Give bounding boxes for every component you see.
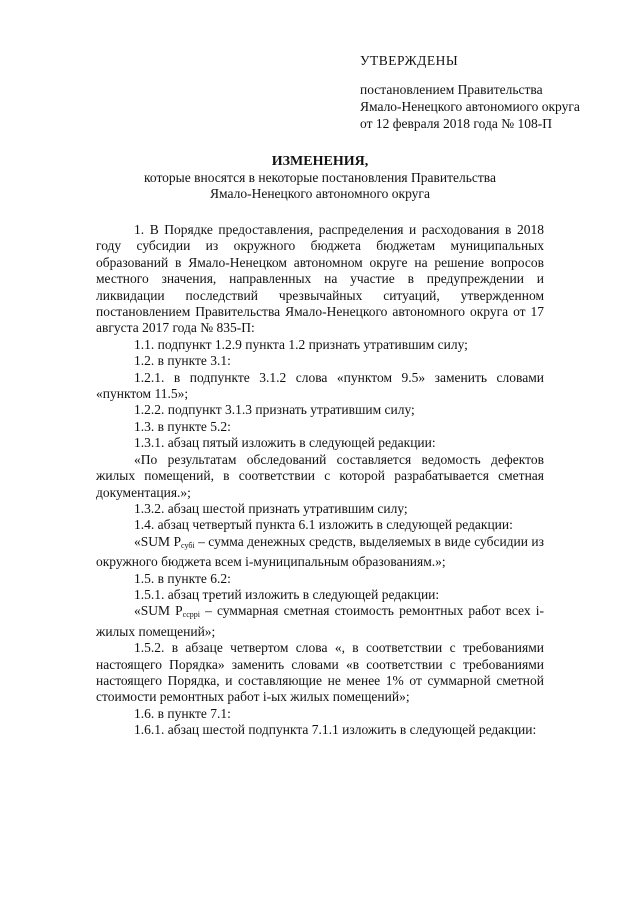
paragraph-1-2-2: 1.2.2. подпункт 3.1.3 признать утратившим силу; (134, 402, 415, 418)
title-line-2: Ямало-Ненецкого автономного округа (210, 186, 430, 201)
paragraph-1-2-1: 1.2.1. в подпункте 3.1.2 слова «пунктом 9.5» заменить словами «пунктом 11.5»; (96, 369, 544, 402)
formula-1-prefix: «SUM P (134, 533, 181, 549)
paragraph-1-6-1: 1.6.1. абзац шестой подпункта 7.1.1 изложить в следующей редакции: (134, 722, 537, 738)
formula-paragraph-1 (96, 534, 544, 571)
formula-paragraph-2 (96, 603, 544, 640)
formula-2-text: – суммарная сметная стоимость ремонтных работ всех i-жилых помещений»; (96, 603, 544, 639)
approval-heading: УТВЕРЖДЕНЫ (360, 53, 459, 68)
paragraph-1-4: 1.4. абзац четвертый пункта 6.1 изложить в следующей редакции: (134, 517, 513, 533)
paragraph-1-5-2: 1.5.2. в абзаце четвертом слова «, в соответствии с требованиями настоящего Порядка» заменить словами «в соответствии с требованиями настоящего Порядка, и составляющие не менее 1% от суммарной сметной стоимости ремонтных работ i-ых жилых помещений»; (96, 640, 544, 705)
document-title (96, 154, 544, 202)
paragraph-1-5: 1.5. в пункте 6.2: (134, 570, 231, 586)
paragraph-1-3: 1.3. в пункте 5.2: (134, 418, 231, 434)
paragraph-1-3-1: 1.3.1. абзац пятый изложить в следующей редакции: (134, 435, 436, 451)
paragraph-1-2: 1.2. в пункте 3.1: (134, 353, 231, 369)
approval-line-1: постановлением Правительства (360, 82, 543, 97)
paragraph-1-3-2: 1.3.2. абзац шестой признать утратившим силу; (134, 500, 408, 516)
paragraph-1-1: 1.1. подпункт 1.2.9 пункта 1.2 признать утратившим силу; (134, 336, 468, 352)
paragraph-1: 1. В Порядке предоставления, распределения и расходования в 2018 году субсидии из окружного бюджета бюджетам муниципальных образований в Ямало-Ненецком автономном округе на решение вопросов местного значения, направленных на участие в предупреждении и ликвидации последствий чрезвычайных ситуаций, утвержденном постановлением Правительства Ямало-Ненецкого автономного округа от 17 августа 2017 года № 835-П: (96, 222, 544, 336)
document-body (96, 222, 544, 739)
paragraph-1-5-1: 1.5.1. абзац третий изложить в следующей редакции: (134, 586, 440, 602)
paragraph-quote-1: «По результатам обследований составляется ведомость дефектов жилых помещений, в соответствии с которой разрабатывается сметная документация.»; (96, 451, 544, 500)
paragraph-1-6: 1.6. в пункте 7.1: (134, 705, 231, 721)
title-line-1: которые вносятся в некоторые постановления Правительства (144, 170, 496, 185)
formula-2-prefix: «SUM P (134, 603, 183, 619)
approval-block (360, 52, 580, 132)
formula-1-subscript: cубi (180, 540, 195, 550)
title-main: ИЗМЕНЕНИЯ, (271, 154, 369, 169)
formula-1-text: – сумма денежных средств, выделяемых в виде субсидии из окружного бюджета всем i-муниципальным образованиям.»; (96, 533, 544, 570)
approval-line-3: от 12 февраля 2018 года № 108-П (360, 116, 552, 131)
approval-line-2: Ямало-Ненецкого автономиого округа (360, 99, 580, 114)
formula-2-subscript: ccpрi (182, 610, 200, 620)
